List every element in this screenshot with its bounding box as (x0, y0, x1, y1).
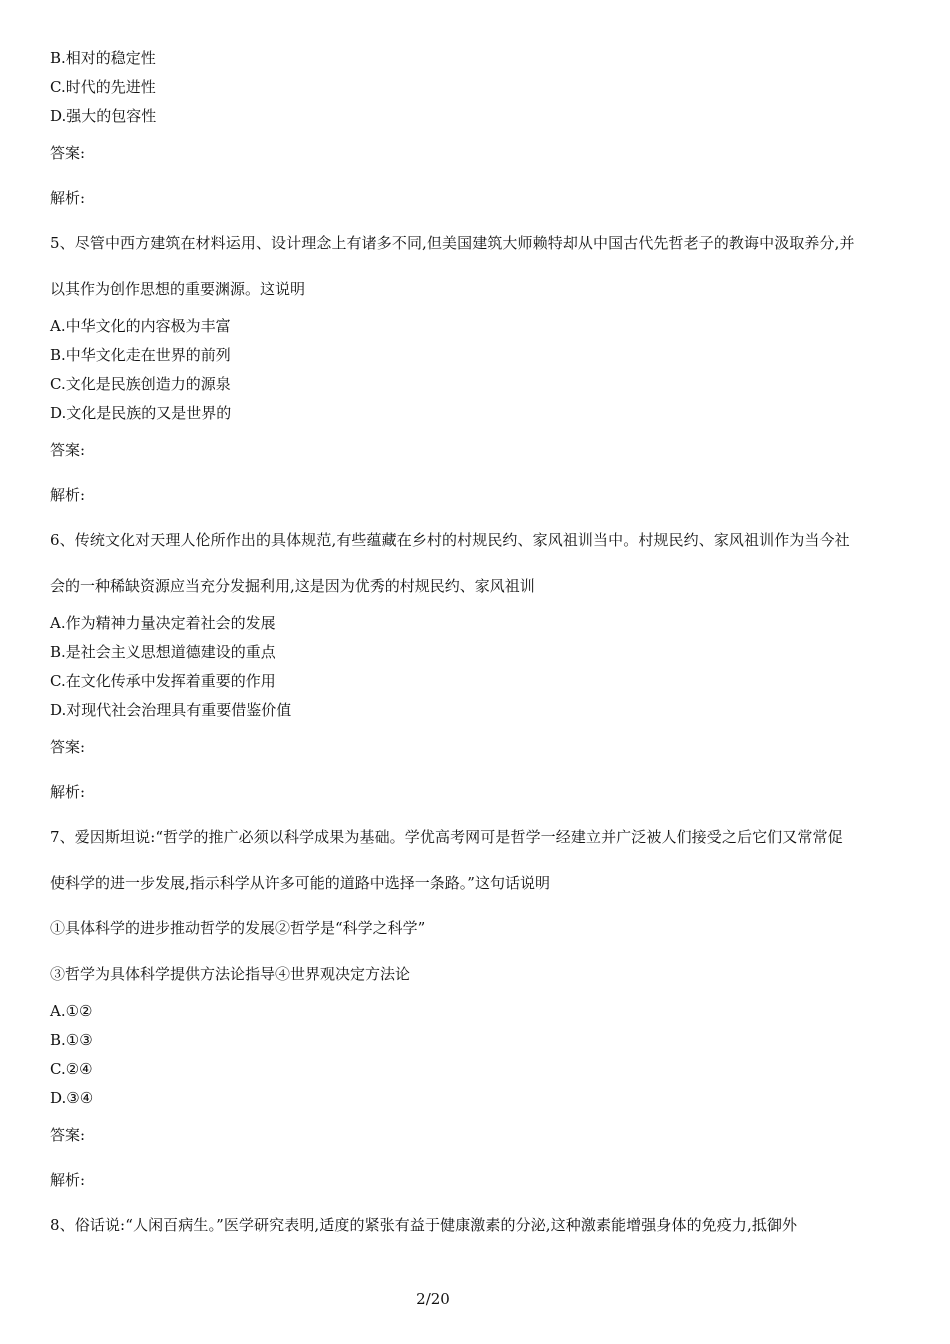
q4-option-c: C.时代的先进性 (50, 78, 156, 96)
q6-stem-line1: 6、传统文化对天理人伦所作出的具体规范,有些蕴藏在乡村的村规民约、家风祖训当中。村规民约、家风祖训作为当今社 (50, 531, 850, 549)
q6-stem-line2: 会的一种稀缺资源应当充分发掘利用,这是因为优秀的村规民约、家风祖训 (50, 577, 535, 595)
q6-option-a: A.作为精神力量决定着社会的发展 (50, 614, 276, 632)
q5-option-d: D.文化是民族的又是世界的 (50, 404, 232, 422)
q5-stem-line2: 以其作为创作思想的重要渊源。这说明 (50, 280, 306, 298)
q7-stem-line1: 7、爱因斯坦说:“哲学的推广必须以科学成果为基础。学优高考网可是哲学一经建立并广泛被人们接受之后它们又常常促 (50, 828, 843, 846)
q5-answer-label: 答案: (50, 441, 86, 459)
q6-option-c: C.在文化传承中发挥着重要的作用 (50, 672, 276, 690)
q5-option-c: C.文化是民族创造力的源泉 (50, 375, 231, 393)
q7-analysis-label: 解析: (50, 1171, 86, 1189)
q4-option-b: B.相对的稳定性 (50, 49, 156, 67)
q6-option-b: B.是社会主义思想道德建设的重点 (50, 643, 276, 661)
q8-stem-line1: 8、俗话说:“人闲百病生。”医学研究表明,适度的紧张有益于健康激素的分泌,这种激素能增强身体的免疫力,抵御外 (50, 1216, 798, 1234)
page-number: 2/20 (416, 1290, 450, 1308)
q7-statements-line2: ③哲学为具体科学提供方法论指导④世界观决定方法论 (50, 965, 411, 983)
q5-analysis-label: 解析: (50, 486, 86, 504)
q6-answer-label: 答案: (50, 738, 86, 756)
q5-option-b: B.中华文化走在世界的前列 (50, 346, 231, 364)
q7-statements-line1: ①具体科学的进步推动哲学的发展②哲学是“科学之科学” (50, 919, 426, 937)
q7-option-c: C.②④ (50, 1060, 93, 1078)
q5-stem-line1: 5、尽管中西方建筑在材料运用、设计理念上有诸多不同,但美国建筑大师赖特却从中国古代先哲老子的教诲中汲取养分,并 (50, 234, 855, 252)
q6-analysis-label: 解析: (50, 783, 86, 801)
q7-stem-line2: 使科学的进一步发展,指示科学从许多可能的道路中选择一条路。”这句话说明 (50, 874, 550, 892)
q6-option-d: D.对现代社会治理具有重要借鉴价值 (50, 701, 292, 719)
q7-answer-label: 答案: (50, 1126, 86, 1144)
q7-option-d: D.③④ (50, 1089, 94, 1107)
q5-option-a: A.中华文化的内容极为丰富 (50, 317, 231, 335)
q4-option-d: D.强大的包容性 (50, 107, 157, 125)
q7-option-a: A.①② (50, 1002, 93, 1020)
q4-answer-label: 答案: (50, 144, 86, 162)
q4-analysis-label: 解析: (50, 189, 86, 207)
q7-option-b: B.①③ (50, 1031, 93, 1049)
